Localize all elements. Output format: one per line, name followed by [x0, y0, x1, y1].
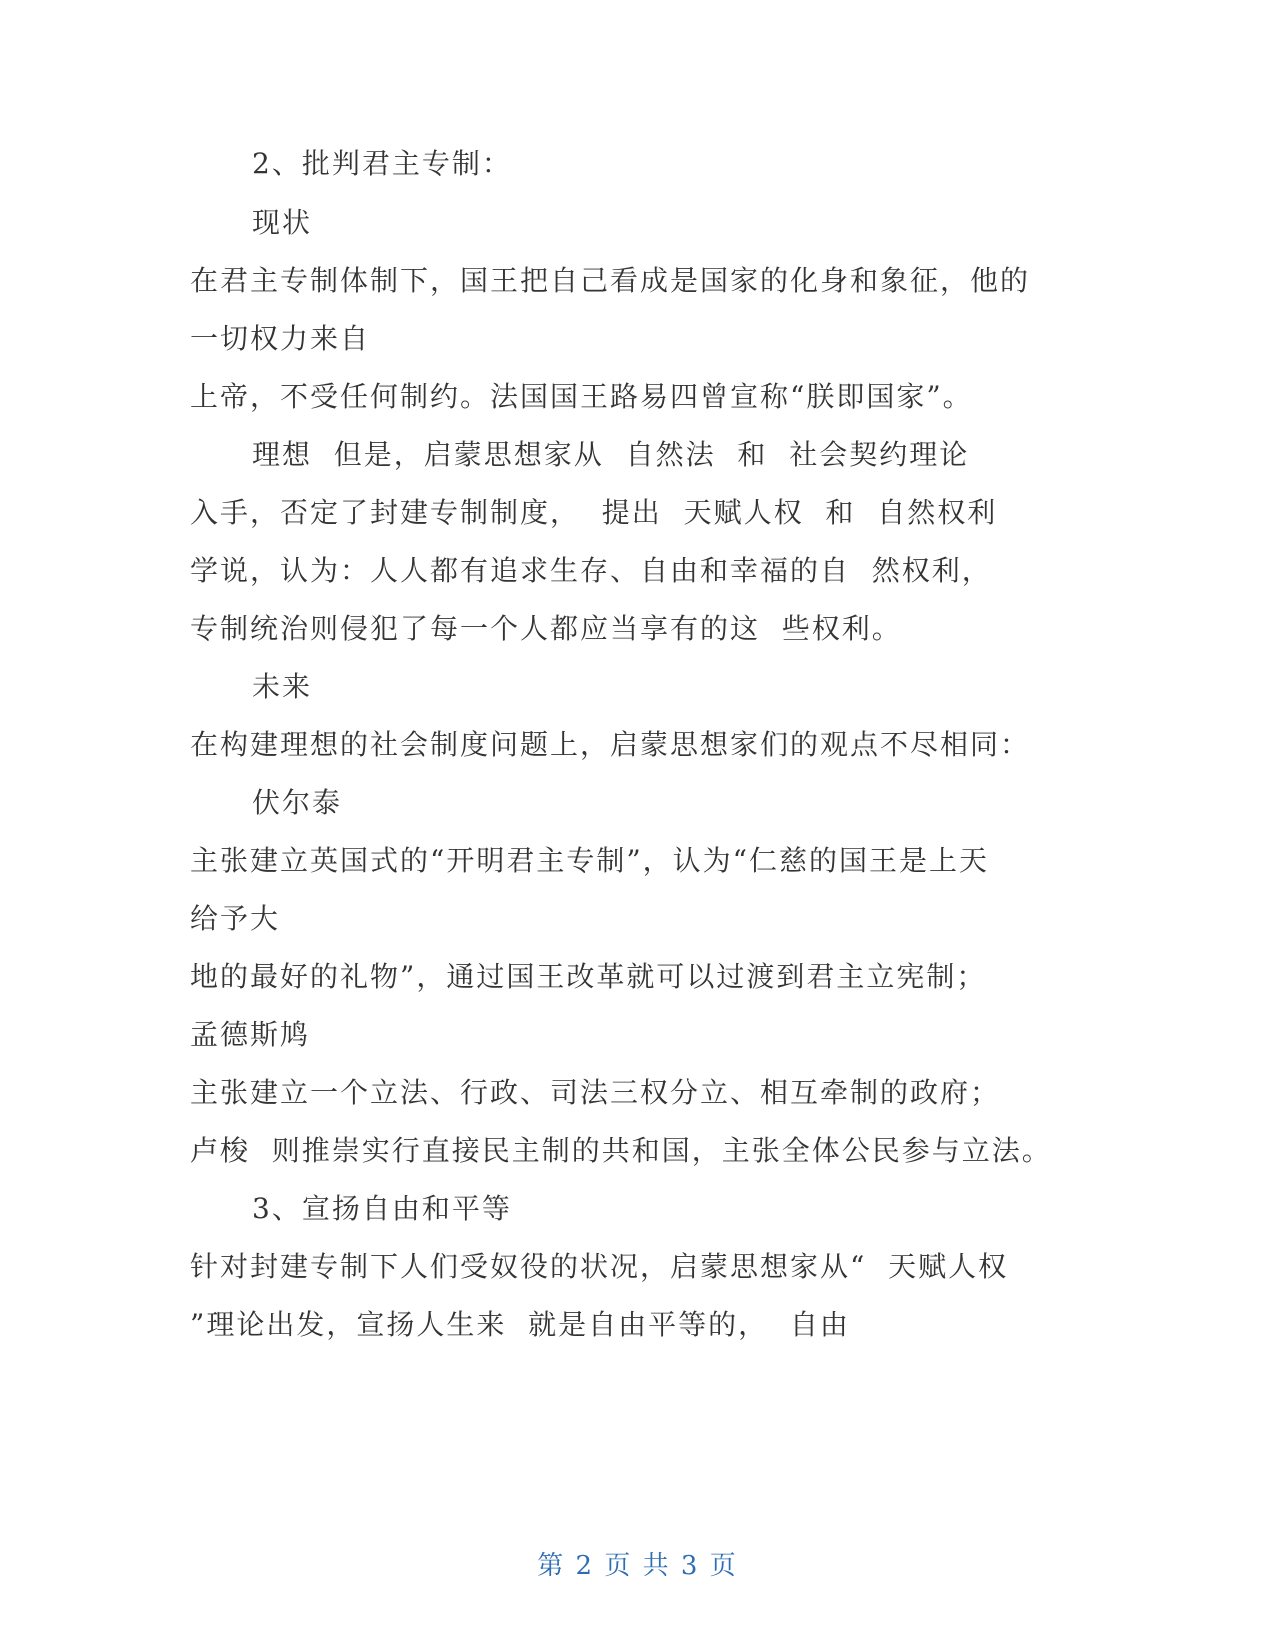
text-line: 入手，否定了封建专制制度， 提出 天赋人权 和 自然权利 [190, 496, 998, 529]
text-line: ”理论出发，宣扬人生来 就是自由平等的， 自由 [190, 1308, 850, 1341]
paragraph-label-status: 现状 [252, 206, 313, 239]
text-line: 一切权力来自 [190, 322, 371, 355]
text-line: 主张建立一个立法、行政、司法三权分立、相互牵制的政府； [190, 1076, 1001, 1109]
text-line: 学说，认为：人人都有追求生存、自由和幸福的自 然权利， [190, 554, 992, 587]
paragraph-label-future: 未来 [252, 670, 313, 703]
text-line: 主张建立英国式的“开明君主专制”，认为“仁慈的国王是上天 [190, 844, 989, 877]
text-line: 上帝，不受任何制约。法国国王路易四曾宣称“朕即国家”。 [190, 380, 973, 413]
text-line: 在君主专制体制下，国王把自己看成是国家的化身和象征，他的 [190, 264, 1031, 297]
paragraph-label-montesquieu: 孟德斯鸠 [190, 1018, 311, 1051]
text-line: 地的最好的礼物”，通过国王改革就可以过渡到君主立宪制； [190, 960, 987, 993]
section-heading-3: 3、宣扬自由和平等 [252, 1192, 512, 1225]
text-line: 在构建理想的社会制度问题上，启蒙思想家们的观点不尽相同： [190, 728, 1031, 761]
text-line: 理想 但是，启蒙思想家从 自然法 和 社会契约理论 [252, 438, 970, 471]
text-line: 针对封建专制下人们受奴役的状况，启蒙思想家从“ 天赋人权 [190, 1250, 1009, 1283]
text-line: 卢梭 则推崇实行直接民主制的共和国，主张全体公民参与立法。 [190, 1134, 1052, 1167]
paragraph-label-voltaire: 伏尔泰 [252, 786, 343, 819]
page-number-footer: 第 2 页 共 3 页 [537, 1551, 738, 1581]
section-heading-2: 2、批判君主专制： [252, 147, 512, 180]
text-line: 给予大 [190, 902, 281, 935]
text-line: 专制统治则侵犯了每一个人都应当享有的这 些权利。 [190, 612, 902, 645]
